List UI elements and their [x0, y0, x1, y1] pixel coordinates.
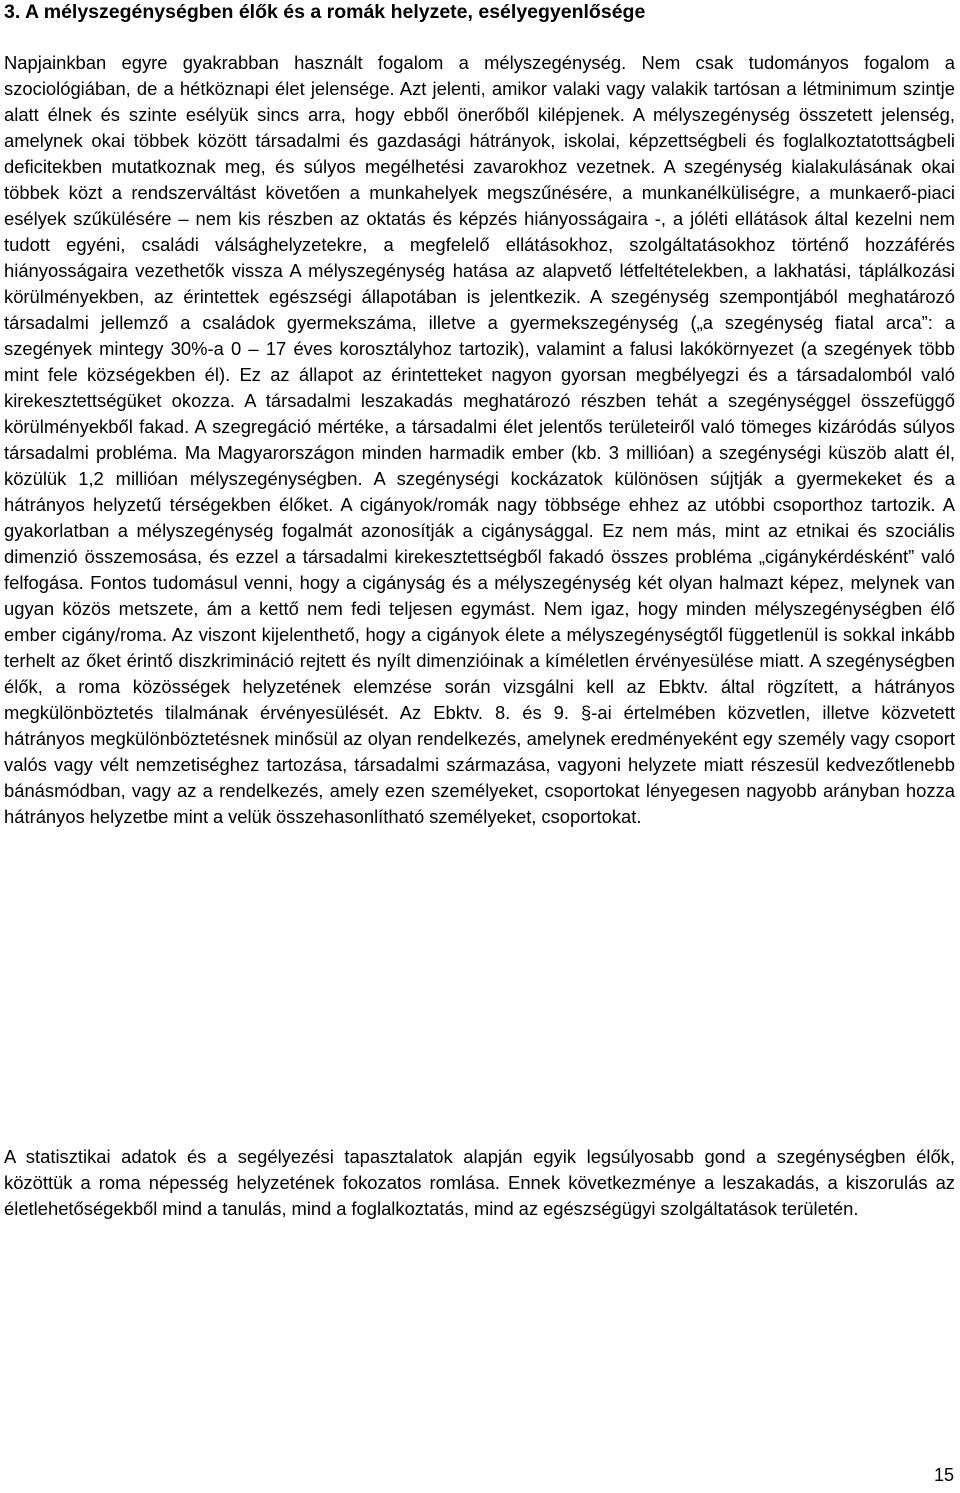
page-number: 15 — [933, 1465, 954, 1485]
section-heading: 3. A mélyszegénységben élők és a romák helyzete, esélyegyenlősége — [4, 1, 646, 23]
paragraph-closing: A statisztikai adatok és a segélyezési tapasztalatok alapján egyik legsúlyosabb gond a szegénységben élők, közöttük a roma népesség helyzetének fokozatos romlása. Ennek következménye a leszakadás, a kiszorulás az életlehetőségekből mind a tanulás, mind a foglalkoztatás, mind az egészségügyi szolgáltatások területén. — [4, 1146, 955, 1219]
paragraph-main: Napjainkban egyre gyakrabban használt fogalom a mélyszegénység. Nem csak tudományos fogalom a szociológiában, de a hétköznapi élet jelensége. Azt jelenti, amikor valaki vagy valakik tartósan a létminimum szintje alatt élnek és szinte esélyük sincs arra, hogy ebből önerőből kilépjenek. A mélyszegénység összetett jelenség, amelynek okai többek között társadalmi és gazdasági hátrányok, iskolai, képzettségbeli és foglalkoztatottságbeli deficitekben mutatkoznak meg, és súlyos megélhetési zavarokhoz vezetnek. A szegénység kialakulásának okai többek közt a rendszerváltást követően a munkahelyek megszűnésére, a munkanélküliségre, a munkaerő-piaci esélyek szűkülésére – nem kis részben az oktatás és képzés hiányosságaira -, a jóléti ellátások által kezelni nem tudott egyéni, családi válsághelyzetekre, a megfelelő ellátásokhoz, szolgáltatásokhoz történő hozzáférés hiányosságaira vezethetők vissza A mélyszegénység hatása az alapvető létfeltételekben, a lakhatási, táplálkozási körülményekben, az érintettek egészségi állapotában is jelentkezik. A szegénység szempontjából meghatározó társadalmi jellemző a családok gyermekszáma, illetve a gyermekszegénység („a szegénység fiatal arca”: a szegények mintegy 30%-a 0 – 17 éves korosztályhoz tartozik), valamint a falusi lakókörnyezet (a szegények több mint fele községekben él). Ez az állapot az érintetteket nagyon gyorsan megbélyegzi és a társadalomból való kirekesztettségüket okozza. A társadalmi leszakadás meghatározó részben tehát a szegénységgel összefüggő körülményekből fakad. A szegregáció mértéke, a társadalmi élet jelentős területeiről való tömeges kizáródás súlyos társadalmi probléma. Ma Magyarországon minden harmadik ember (kb. 3 millióan) a szegénységi küszöb alatt él, közülük 1,2 millióan mélyszegénységben. A szegénységi kockázatok különösen sújtják a gyermekeket és a hátrányos helyzetű térségekben élőket. A cigányok/romák nagy többsége ehhez az utóbbi csoporthoz tartozik. A gyakorlatban a mélyszegénység fogalmát azonosítják a cigánysággal. Ez nem más, mint az etnikai és szociális dimenzió összemosása, és ezzel a társadalmi kirekesztettségből fakadó összes probléma „cigánykérdésként” való felfogása. Fontos tudomásul venni, hogy a cigányság és a mélyszegénység két olyan halmazt képez, melynek van ugyan közös metszete, ám a kettő nem fedi teljesen egymást. Nem igaz, hogy minden mélyszegénységben élő ember cigány/roma. Az viszont kijelenthető, hogy a cigányok élete a mélyszegénységtől függetlenül is sokkal inkább terhelt az őket érintő diszkrimináció rejtett és nyílt dimenzióinak a kíméletlen érvényesülése miatt. A szegénységben élők, a roma közösségek helyzetének elemzése során vizsgálni kell az Ebktv. által rögzített, a hátrányos megkülönböztetés tilalmának érvényesülését. Az Ebktv. 8. és 9. §-ai értelmében közvetlen, illetve közvetett hátrányos megkülönböztetésnek minősül az olyan rendelkezés, amelynek eredményeként egy személy vagy csoport valós vagy vélt nemzetiséghez tartozása, társadalmi származása, vagyoni helyzete miatt részesül kedvezőtlenebb bánásmódban, vagy az a rendelkezés, amely ezen személyeket, csoportokat lényegesen nagyobb arányban hozza hátrányos helyzetbe mint a velük összehasonlítható személyeket, csoportokat. — [4, 52, 955, 827]
